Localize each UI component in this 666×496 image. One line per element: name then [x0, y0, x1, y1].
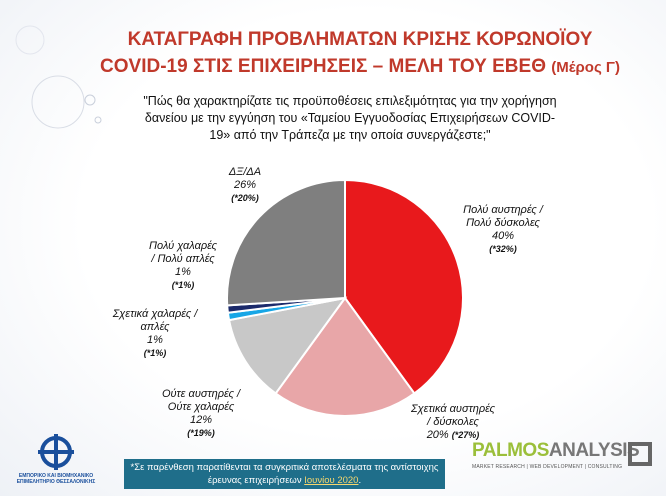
- slice-value: 20%: [426, 429, 449, 441]
- slice-compare-value: (*32%): [489, 244, 517, 254]
- slice-label-somewhat-strict: [398, 403, 508, 442]
- slice-label-text: Πολύ αυστηρές /: [463, 204, 543, 216]
- slice-label-text: Ούτε αυστηρές /: [161, 388, 241, 400]
- note-suffix: .: [358, 475, 362, 486]
- palmos-tagline: MARKET RESEARCH | WEB DEVELOPMENT | CONSULTING: [472, 464, 623, 470]
- slice-compare-value: (*19%): [187, 428, 215, 438]
- survey-question: "Πώς θα χαρακτηρίζατε τις προϋποθέσεις επιλεξιμότητας για την χορήγηση δανείου με την εγγύηση του «Ταμείου Εγγυοδοσίας Επιχειρήσεων COVID-19» από την Τράπεζα με την οποία συνεργάζεστε;": [143, 94, 557, 142]
- title-line2-main: COVID-19 ΣΤΙΣ ΕΠΙΧΕΙΡΗΣΕΙΣ – ΜΕΛΗ ΤΟΥ ΕΒΕΘ: [100, 56, 546, 77]
- slice-label-text: Σχετικά αυστηρές: [410, 403, 496, 415]
- slice-label-text: / δύσκολες: [427, 416, 479, 428]
- palmos-square-icon: [628, 442, 652, 466]
- slice-value: 26%: [233, 179, 257, 191]
- title-line1: ΚΑΤΑΓΡΑΦΗ ΠΡΟΒΛΗΜΑΤΩΝ ΚΡΙΣΗΣ ΚΟΡΩΝΟΪΟΥ: [127, 29, 593, 50]
- slice-compare-value: (*1%): [143, 348, 167, 358]
- slice-label-somewhat-lenient: [100, 308, 210, 360]
- ebeth-logo-mark: [4, 432, 108, 474]
- slice-value: 1%: [147, 334, 163, 346]
- slice-label-text: / Πολύ απλές: [151, 253, 215, 265]
- slice-value: 1%: [175, 266, 191, 278]
- palmos-brand-b: ANALYSIS: [548, 440, 640, 461]
- slice-label-very-strict: [448, 204, 558, 256]
- palmos-brand: [472, 440, 639, 462]
- slice-value: 12%: [189, 414, 213, 426]
- slice-compare-value: (*27%): [451, 430, 480, 440]
- title-part: (Μέρος Γ): [551, 59, 620, 76]
- slice-label-dont-know: [205, 166, 285, 205]
- slice-label-text: Ούτε χαλαρές: [167, 401, 235, 413]
- note-highlight: Ιουνίου 2020: [304, 475, 359, 486]
- palmos-brand-a: PALMOS: [472, 440, 549, 461]
- slice-label-text: Πολύ δύσκολες: [466, 217, 540, 229]
- note-text: *Σε παρένθεση παρατίθενται τα συγκριτικά αποτελέσματα της αντίστοιχης έρευνας επιχειρήσεων: [130, 462, 439, 486]
- slice-label-text: Πολύ χαλαρές: [148, 240, 218, 252]
- slice-label-text: Σχετικά χαλαρές /: [112, 308, 198, 320]
- slice-label-neutral: [146, 388, 256, 440]
- palmos-analysis-logo: [472, 440, 662, 490]
- slice-label-text: απλές: [140, 321, 170, 333]
- slice-compare-value: (*20%): [231, 193, 259, 203]
- slice-label-very-lenient: [128, 240, 238, 292]
- ebeth-logo-name: ΕΜΠΟΡΙΚΟ ΚΑΙ ΒΙΟΜΗΧΑΝΙΚΟ ΕΠΙΜΕΛΗΤΗΡΙΟ ΘΕΣΣΑΛΟΝΙΚΗΣ: [16, 473, 96, 485]
- slice-label-text: ΔΞ/ΔΑ: [228, 166, 262, 178]
- slice-compare-value: (*1%): [171, 280, 195, 290]
- ebeth-logo: [4, 432, 108, 492]
- comparison-note: [124, 459, 445, 489]
- slice-value: 40%: [491, 230, 515, 242]
